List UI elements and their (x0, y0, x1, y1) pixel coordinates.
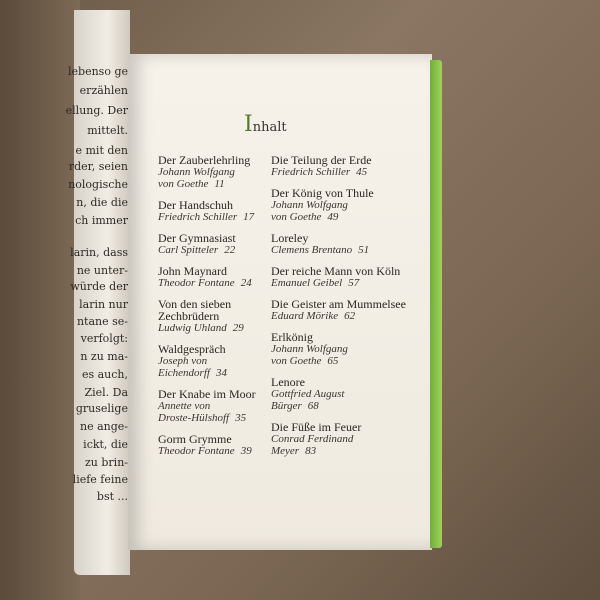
toc-entry-author (271, 343, 431, 355)
toc-entry-author (158, 400, 286, 412)
toc-entry-author (271, 388, 431, 400)
toc-entry-author-text: Friedrich Schiller (271, 166, 351, 178)
toc-entry-title: Der reiche Mann von Köln (271, 264, 401, 278)
toc-entry-author (271, 277, 431, 289)
left-page-text-fragment: mittelt. (87, 124, 128, 137)
toc-entry-author-text: Annette von (158, 400, 211, 412)
right-page (128, 54, 432, 550)
toc-entry-author (158, 322, 286, 334)
toc-entry-page-number: 34 (215, 367, 227, 379)
toc-entry (158, 388, 286, 424)
toc-entry-page-number: 17 (243, 211, 255, 223)
toc-entry-page-number: 11 (214, 178, 225, 190)
left-page-text-fragment: larin nur (79, 298, 128, 311)
left-page-text-fragment: liefe feine (72, 473, 128, 486)
toc-entry-author (158, 445, 286, 457)
toc-entry-author (271, 400, 431, 412)
toc-entry-title: Der Zauberlehrling (158, 153, 251, 167)
toc-entry-author (158, 178, 286, 190)
toc-entry-page-number: 57 (348, 277, 360, 289)
toc-entry-author (271, 199, 431, 211)
left-page (65, 10, 130, 575)
toc-entry-title: John Maynard (158, 264, 227, 278)
left-page-text-fragment: ntane se- (76, 315, 128, 328)
toc-entry-author (271, 433, 431, 445)
left-page-text-fragment: ne ange- (79, 420, 128, 433)
toc-entry (271, 376, 431, 412)
left-page-text-fragment: Ziel. Da (84, 386, 128, 399)
left-page-text-fragment: n, die die (76, 196, 128, 209)
toc-entry-author (158, 277, 286, 289)
left-page-text-fragment: nologische (68, 178, 128, 191)
left-page-text-fragment: ickt, die (83, 438, 128, 451)
toc-entry-page-number: 49 (327, 211, 339, 223)
toc-entry-page-number: 51 (358, 244, 370, 256)
toc-entry-author-text: Eichendorff (158, 367, 210, 379)
toc-entry (158, 265, 286, 289)
toc-entry (158, 433, 286, 457)
toc-entry-page-number: 29 (232, 322, 244, 334)
toc-entry-title: Loreley (271, 231, 309, 245)
toc-column-right (271, 154, 431, 466)
toc-entry-author-text: Johann Wolfgang (271, 199, 348, 211)
toc-entry (158, 232, 286, 256)
left-page-text-fragment: würde der (70, 280, 128, 293)
toc-entry-title: Gorm Grymme (158, 432, 232, 446)
toc-entry-author (271, 166, 431, 178)
toc-entry-page-number: 39 (240, 445, 252, 457)
toc-entry-author-text: Conrad Ferdinand (271, 433, 354, 445)
toc-entry-author (158, 355, 286, 367)
left-page-text-fragment: bst ... (96, 490, 128, 503)
toc-entry-page-number: 45 (356, 166, 368, 178)
toc-column-left (158, 154, 286, 466)
toc-entry-author-text: Johann Wolfgang (158, 166, 235, 178)
left-page-text-fragment: es auch, (81, 368, 128, 381)
left-page-text-fragment: ellung. Der (65, 104, 128, 117)
toc-heading-rest: nhalt (252, 120, 287, 135)
toc-entry-author-text: Emanuel Geibel (271, 277, 343, 289)
left-page-text-fragment: lebenso ge (68, 65, 128, 78)
toc-entry-title: Von den sieben Zechbrüdern (158, 297, 232, 323)
left-page-text-fragment: verfolgt: (80, 332, 128, 345)
toc-entry-author-text: Johann Wolfgang (271, 343, 348, 355)
toc-entry-author-text: Gottfried August (271, 388, 345, 400)
left-page-text-fragment: larin, dass (70, 246, 128, 259)
toc-entry (271, 331, 431, 367)
toc-entry-author (271, 445, 431, 457)
toc-entry-author (271, 310, 431, 322)
toc-entry-title: Der Gymnasiast (158, 231, 236, 245)
left-page-text-fragment: zu brin- (85, 456, 128, 469)
toc-entry-author (271, 355, 431, 367)
toc-entry-title: Waldgespräch (158, 342, 226, 356)
toc-entry-page-number: 62 (344, 310, 356, 322)
toc-entry (158, 343, 286, 379)
book-cover-edge (430, 60, 442, 548)
toc-entry-author-text: Ludwig Uhland (158, 322, 227, 334)
toc-entry (158, 199, 286, 223)
toc-entry-title: Der Handschuh (158, 198, 233, 212)
left-page-text-fragment: n zu ma- (80, 350, 128, 363)
left-page-text-fragment: ne unter- (76, 264, 128, 277)
left-page-text-fragment: ch immer (75, 214, 128, 227)
left-page-text-fragment: rder, seien (68, 160, 128, 173)
toc-entry-page-number: 65 (327, 355, 339, 367)
toc-entry-page-number: 22 (224, 244, 236, 256)
toc-entry-author-text: Theodor Fontane (158, 445, 235, 457)
toc-entry-author (158, 211, 286, 223)
toc-entry (158, 298, 286, 334)
toc-entry-author-text: Carl Spitteler (158, 244, 219, 256)
toc-entry-title: Der Knabe im Moor (158, 387, 256, 401)
toc-entry-page-number: 83 (305, 445, 317, 457)
toc-entry-title: Lenore (271, 375, 305, 389)
toc-entry-author (158, 412, 286, 424)
toc-entry-title: Der König von Thule (271, 186, 374, 200)
toc-entry-title: Die Füße im Feuer (271, 420, 362, 434)
toc-entry (271, 265, 431, 289)
toc-entry-author (158, 166, 286, 178)
left-page-text-fragment: erzählen (79, 84, 128, 97)
toc-entry-author-text: Joseph von (158, 355, 208, 367)
toc-entry-author-text: Friedrich Schiller (158, 211, 238, 223)
toc-heading-initial: I (244, 112, 253, 137)
toc-entry (271, 154, 431, 178)
toc-entry-author-text: Theodor Fontane (158, 277, 235, 289)
toc-entry-page-number: 35 (235, 412, 247, 424)
toc-entry-author (158, 367, 286, 379)
toc-entry-author-text: Clemens Brentano (271, 244, 353, 256)
toc-entry-title: Die Teilung der Erde (271, 153, 372, 167)
toc-entry-author-text: Droste-Hülshoff (158, 412, 230, 424)
left-page-text-fragment: e mit den (75, 144, 128, 157)
toc-entry-author (271, 244, 431, 256)
toc-entry-page-number: 24 (240, 277, 252, 289)
toc-entry (271, 232, 431, 256)
toc-entry-author (158, 244, 286, 256)
toc-entry-author-text: Eduard Mörike (271, 310, 339, 322)
toc-entry-author-text: von Goethe (271, 211, 322, 223)
toc-entry-author-text: Bürger (271, 400, 302, 412)
toc-entry (271, 187, 431, 223)
toc-entry (158, 154, 286, 190)
toc-entry-title: Die Geister am Mummelsee (271, 297, 406, 311)
toc-entry-author-text: von Goethe (158, 178, 209, 190)
left-page-text-fragment: gruselige (75, 402, 128, 415)
toc-entry-page-number: 68 (307, 400, 319, 412)
toc-entry-author-text: Meyer (271, 445, 300, 457)
toc-entry (271, 421, 431, 457)
toc-entry-author (271, 211, 431, 223)
toc-entry-author-text: von Goethe (271, 355, 322, 367)
table-surface-left (0, 0, 80, 600)
toc-entry (271, 298, 431, 322)
toc-heading (244, 112, 287, 137)
toc-entry-title: Erlkönig (271, 330, 313, 344)
